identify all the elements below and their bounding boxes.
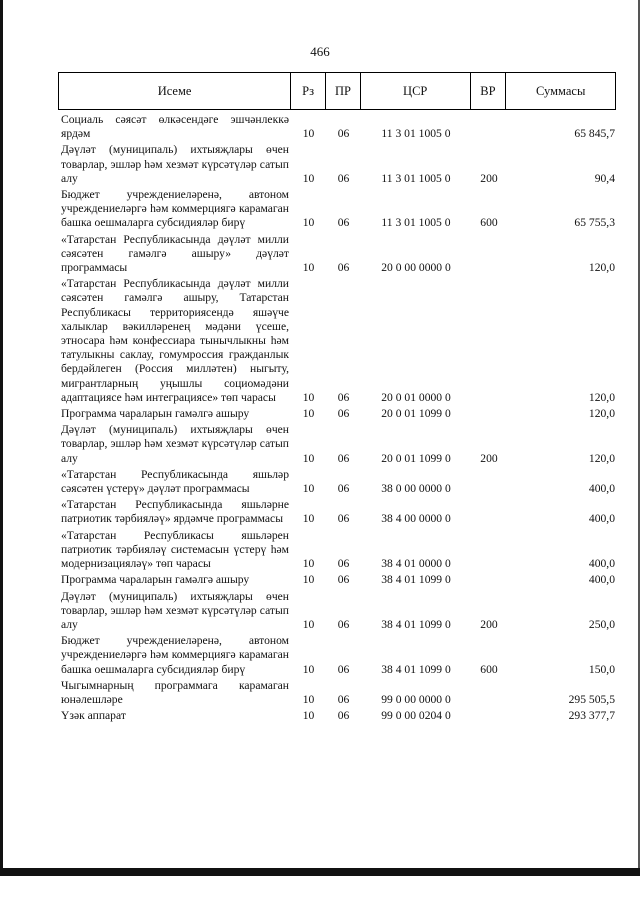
row-pr: 06	[337, 482, 350, 496]
row-sum: 65 755,3	[574, 216, 615, 230]
table-row	[58, 233, 616, 276]
row-csr: 38 4 01 1099 0	[381, 662, 451, 676]
row-vr: 600	[480, 662, 498, 676]
row-pr: 06	[337, 512, 350, 526]
row-name: Дәүләт (муниципаль) ихтыяҗлары өчен товарлар, эшләр һәм хезмәт күрсәтүләр сатып алу	[61, 423, 289, 465]
row-name: «Татарстан Республикасында дәүләт милли сәясәтен гамәлгә ашыру, Татарстан Республикасы территориясендә яшәүче халыклар вәкилләренең мәдәни үсеше, этносара һәм конфессиара тынычлыкны һәм татулыкны саклау, гомумроссия гражданлык бердәйлеген (Россия милләтен) ныгыту, мигрантларның уңышлы социомәдәни адаптациясе һәм интеграциясе» төп чарасы	[61, 277, 289, 404]
row-rz: 10	[302, 451, 315, 465]
row-csr: 11 3 01 1005 0	[381, 171, 451, 185]
table-row	[58, 113, 616, 141]
row-vr: 200	[480, 617, 498, 631]
table-row	[58, 679, 616, 707]
row-rz: 10	[302, 390, 315, 404]
table-row	[58, 498, 616, 526]
scan-left-edge	[0, 0, 3, 872]
table-row	[58, 277, 616, 405]
row-sum: 400,0	[588, 557, 615, 571]
row-csr: 38 0 00 0000 0	[381, 482, 451, 496]
row-sum: 90,4	[594, 171, 615, 185]
row-vr: 200	[480, 451, 498, 465]
row-rz: 10	[302, 557, 315, 571]
row-pr: 06	[337, 692, 350, 706]
row-rz: 10	[302, 692, 315, 706]
row-pr: 06	[337, 216, 350, 230]
row-pr: 06	[337, 662, 350, 676]
row-rz: 10	[302, 662, 315, 676]
row-sum: 120,0	[588, 451, 615, 465]
row-rz: 10	[302, 127, 315, 141]
row-csr: 38 4 01 1099 0	[381, 573, 451, 587]
table-row	[58, 709, 616, 723]
row-sum: 400,0	[588, 482, 615, 496]
row-vr: 200	[480, 171, 498, 185]
row-sum: 120,0	[588, 390, 615, 404]
row-rz: 10	[302, 216, 315, 230]
row-sum: 120,0	[588, 261, 615, 275]
row-rz: 10	[302, 261, 315, 275]
row-sum: 65 845,7	[574, 127, 615, 141]
row-name: Социаль сәясәт өлкәсендәге эшчәнлеккә ярдәм	[61, 113, 289, 141]
table-row	[58, 188, 616, 231]
row-rz: 10	[302, 512, 315, 526]
row-name: «Татарстан Республикасында яшьләр сәясәтен үстерү» дәүләт программасы	[61, 467, 289, 496]
row-csr: 38 4 01 0000 0	[381, 557, 451, 571]
header-csr: ЦСР	[361, 73, 471, 109]
table-row	[58, 634, 616, 677]
budget-table	[58, 72, 616, 725]
row-name: Дәүләт (муниципаль) ихтыяҗлары өчен товарлар, эшләр һәм хезмәт күрсәтүләр сатып алу	[61, 143, 289, 185]
table-row	[58, 143, 616, 186]
table-row	[58, 529, 616, 572]
row-name: Бюджет учреждениеләренә, автоном учреждениеләргә һәм коммерциягә карамаган башка оешмаларга субсидияләр бирү	[61, 188, 289, 230]
row-pr: 06	[337, 709, 350, 723]
page-number: 466	[310, 44, 330, 59]
row-csr: 11 3 01 1005 0	[381, 127, 451, 141]
row-vr: 600	[480, 216, 498, 230]
row-pr: 06	[337, 261, 350, 275]
row-name: Бюджет учреждениеләренә, автоном учреждениеләргә һәм коммерциягә карамаган башка оешмаларга субсидияләр бирү	[61, 634, 289, 676]
row-pr: 06	[337, 451, 350, 465]
row-rz: 10	[302, 709, 315, 723]
row-name: Дәүләт (муниципаль) ихтыяҗлары өчен товарлар, эшләр һәм хезмәт күрсәтүләр сатып алу	[61, 589, 289, 631]
header-name: Исеме	[59, 73, 291, 109]
table-header	[58, 72, 616, 110]
row-sum: 400,0	[588, 512, 615, 526]
row-name: Программа чараларын гамәлгә ашыру	[61, 573, 250, 587]
row-sum: 293 377,7	[568, 709, 615, 723]
table-row	[58, 573, 616, 587]
scan-bottom-band	[0, 868, 640, 876]
header-pr: ПР	[326, 73, 361, 109]
row-csr: 20 0 01 1099 0	[381, 451, 451, 465]
row-pr: 06	[337, 127, 350, 141]
table-row	[58, 468, 616, 496]
row-pr: 06	[337, 557, 350, 571]
row-sum: 150,0	[588, 662, 615, 676]
row-rz: 10	[302, 617, 315, 631]
row-name: Үзәк аппарат	[61, 709, 126, 723]
table-row	[58, 423, 616, 466]
row-pr: 06	[337, 390, 350, 404]
header-vr: ВР	[471, 73, 507, 109]
row-name: Программа чараларын гамәлгә ашыру	[61, 407, 250, 421]
table-body	[58, 113, 616, 723]
row-csr: 38 4 01 1099 0	[381, 617, 451, 631]
row-csr: 38 4 00 0000 0	[381, 512, 451, 526]
table-row	[58, 590, 616, 633]
row-csr: 20 0 01 1099 0	[381, 407, 451, 421]
row-pr: 06	[337, 171, 350, 185]
row-csr: 20 0 00 0000 0	[381, 261, 451, 275]
row-pr: 06	[337, 617, 350, 631]
row-name: «Татарстан Республикасы яшьләрен патриотик тәрбияләү системасын үстерү һәм модернизацияләү» төп чарасы	[61, 528, 289, 571]
row-sum: 400,0	[588, 573, 615, 587]
row-csr: 99 0 00 0000 0	[381, 692, 451, 706]
row-pr: 06	[337, 573, 350, 587]
header-sum: Суммасы	[536, 83, 586, 98]
row-sum: 120,0	[588, 407, 615, 421]
row-pr: 06	[337, 407, 350, 421]
row-sum: 295 505,5	[568, 692, 615, 706]
row-name: «Татарстан Республикасында дәүләт милли сәясәтен гамәлгә ашыру» дәүләт программасы	[61, 232, 289, 275]
row-rz: 10	[302, 407, 315, 421]
row-rz: 10	[302, 573, 315, 587]
row-csr: 99 0 00 0204 0	[381, 709, 451, 723]
header-rz: Рз	[291, 73, 326, 109]
table-row	[58, 407, 616, 421]
row-name: «Татарстан Республикасында яшьләрне патриотик тәрбияләү» ярдәмче программасы	[61, 498, 289, 526]
row-csr: 11 3 01 1005 0	[381, 216, 451, 230]
row-csr: 20 0 01 0000 0	[381, 390, 451, 404]
row-sum: 250,0	[588, 617, 615, 631]
row-name: Чыгымнарның программага карамаган юнәлешләре	[61, 678, 289, 706]
row-rz: 10	[302, 171, 315, 185]
row-rz: 10	[302, 482, 315, 496]
